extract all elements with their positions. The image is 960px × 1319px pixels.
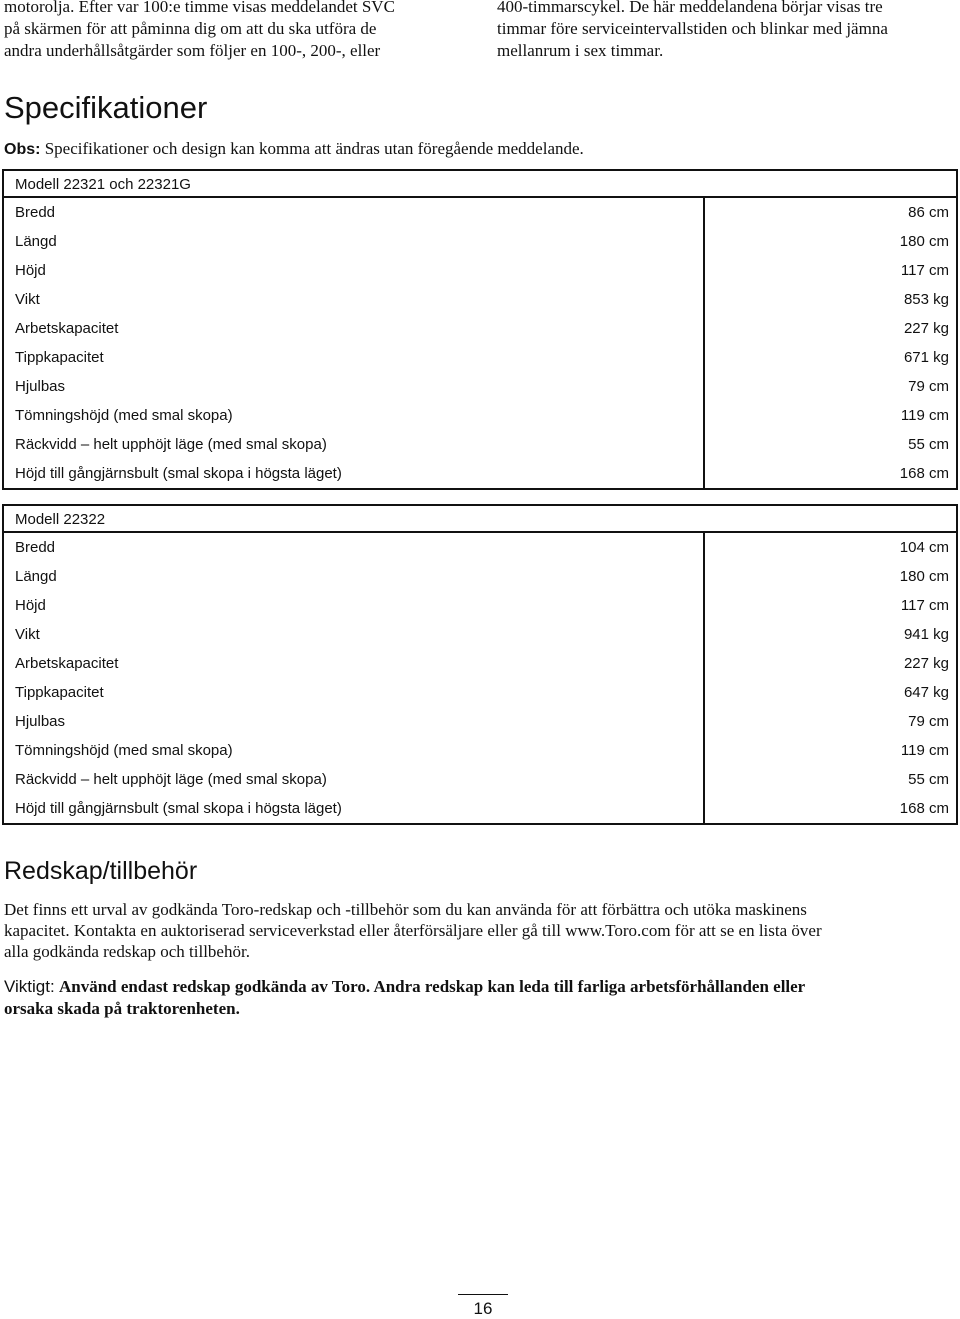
spec-value: 227 kg	[903, 655, 949, 672]
spec-label: Hjulbas	[15, 378, 66, 395]
spec-value-column	[705, 533, 956, 823]
note-label: Obs:	[4, 141, 41, 158]
spec-label: Räckvidd – helt upphöjt läge (med smal skopa)	[15, 436, 327, 453]
spec-value: 86 cm	[908, 204, 949, 221]
spec-label: Tippkapacitet	[15, 684, 104, 701]
spec-value: 180 cm	[899, 568, 949, 585]
page-number-rule	[458, 1294, 508, 1295]
specifications-note	[4, 138, 584, 161]
spec-table-body	[4, 198, 956, 488]
spec-label: Höjd till gångjärnsbult (smal skopa i högsta läget)	[15, 800, 342, 817]
spec-label: Arbetskapacitet	[15, 320, 119, 337]
attachments-paragraph	[4, 899, 944, 962]
spec-label: Vikt	[15, 626, 40, 643]
spec-value: 941 kg	[903, 626, 949, 643]
important-text: orsaka skada på traktorenheten.	[4, 999, 240, 1018]
right-column-line: mellanrum i sex timmar.	[497, 41, 664, 60]
spec-table-model-22321	[2, 169, 958, 490]
important-notice	[4, 976, 954, 1020]
spec-value-column	[705, 198, 956, 488]
spec-label: Bredd	[15, 539, 56, 556]
important-text: Använd endast redskap godkända av Toro. Andra redskap kan leda till farliga arbetsförhållanden eller	[58, 977, 806, 996]
paragraph-line: Det finns ett urval av godkända Toro-redskap och -tillbehör som du kan använda för att förbättra och utöka maskinens	[4, 900, 807, 919]
spec-label: Tömningshöjd (med smal skopa)	[15, 407, 233, 424]
spec-value: 55 cm	[908, 771, 949, 788]
spec-value: 117 cm	[900, 597, 949, 614]
spec-value: 79 cm	[908, 378, 949, 395]
left-column-text	[4, 0, 456, 62]
left-column-line: andra underhållsåtgärder som följer en 100-, 200-, eller	[4, 41, 381, 60]
left-column-line: motorolja. Efter var 100:e timme visas meddelandet SVC	[4, 0, 395, 16]
spec-label: Längd	[15, 233, 57, 250]
paragraph-line: kapacitet. Kontakta en auktoriserad serviceverkstad eller återförsäljare eller gå till www.Toro.com för att se en lista över	[4, 921, 822, 940]
spec-value: 55 cm	[908, 436, 949, 453]
model-title: Modell 22322	[4, 506, 956, 533]
spec-label: Höjd till gångjärnsbult (smal skopa i högsta läget)	[15, 465, 342, 482]
spec-label: Räckvidd – helt upphöjt läge (med smal skopa)	[15, 771, 327, 788]
spec-value: 119 cm	[900, 742, 949, 759]
spec-value: 117 cm	[900, 262, 949, 279]
spec-value: 647 kg	[903, 684, 949, 701]
spec-label: Bredd	[15, 204, 56, 221]
spec-label: Vikt	[15, 291, 40, 308]
spec-value: 853 kg	[903, 291, 949, 308]
page-number: 16	[473, 1299, 493, 1318]
important-label: Viktigt:	[4, 977, 55, 996]
spec-value: 79 cm	[908, 713, 949, 730]
spec-label-column	[4, 533, 705, 823]
spec-value: 168 cm	[899, 800, 949, 817]
spec-label: Höjd	[15, 597, 46, 614]
specifications-heading: Specifikationer	[4, 90, 208, 125]
right-column-line: 400-timmarscykel. De här meddelandena börjar visas tre	[497, 0, 883, 16]
right-column-text	[497, 0, 955, 62]
attachments-heading: Redskap/tillbehör	[4, 857, 198, 885]
right-column-line: timmar före serviceintervallstiden och blinkar med jämna	[497, 19, 888, 38]
spec-label: Längd	[15, 568, 57, 585]
spec-value: 671 kg	[903, 349, 949, 366]
spec-value: 119 cm	[900, 407, 949, 424]
spec-label: Höjd	[15, 262, 46, 279]
spec-label: Tömningshöjd (med smal skopa)	[15, 742, 233, 759]
spec-table-model-22322	[2, 504, 958, 825]
spec-value: 180 cm	[899, 233, 949, 250]
spec-value: 104 cm	[899, 539, 949, 556]
spec-label: Tippkapacitet	[15, 349, 104, 366]
spec-label-column	[4, 198, 705, 488]
model-title: Modell 22321 och 22321G	[4, 171, 956, 198]
spec-value: 168 cm	[899, 465, 949, 482]
spec-label: Arbetskapacitet	[15, 655, 119, 672]
spec-label: Hjulbas	[15, 713, 66, 730]
spec-table-body	[4, 533, 956, 823]
spec-value: 227 kg	[903, 320, 949, 337]
paragraph-line: alla godkända redskap och tillbehör.	[4, 942, 250, 961]
left-column-line: på skärmen för att påminna dig om att du ska utföra de	[4, 19, 377, 38]
note-text: Specifikationer och design kan komma att ändras utan föregående meddelande.	[44, 139, 584, 158]
